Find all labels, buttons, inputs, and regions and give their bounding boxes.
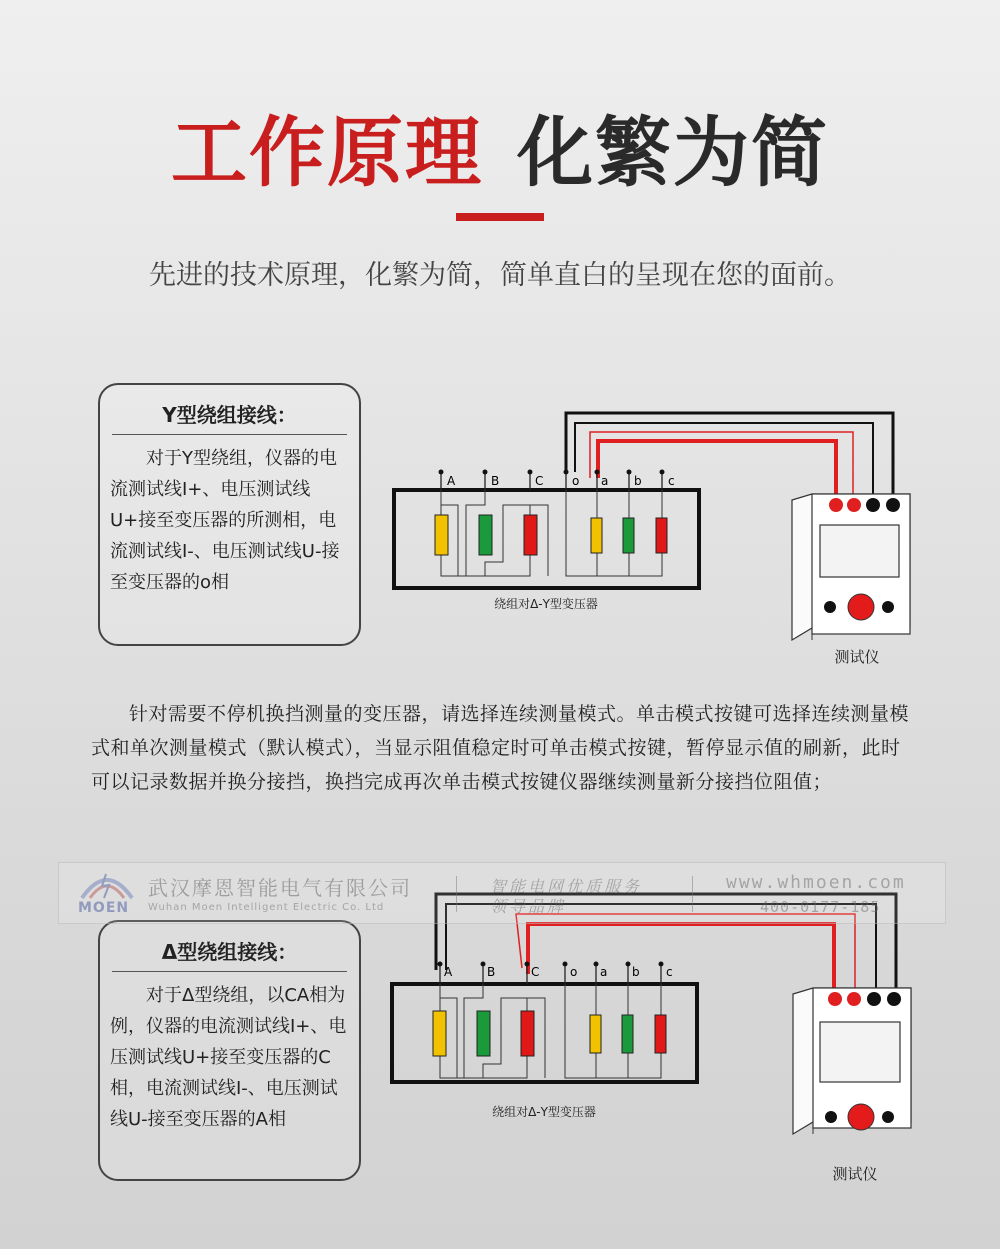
tester-caption: 测试仪	[832, 1165, 878, 1183]
watermark-company-en: Wuhan Moen Intelligent Electric Co. Ltd	[148, 902, 385, 913]
watermark-url: www.whmoen.com	[726, 872, 906, 893]
terminal-label-c: c	[668, 474, 675, 488]
y-card-title: Y型绕组接线：	[112, 399, 347, 435]
terminal-label-o: o	[570, 965, 578, 979]
terminal-label-B: B	[491, 474, 500, 488]
terminal-label-a: a	[601, 474, 609, 488]
company-watermark	[58, 862, 944, 922]
transformer-caption: 绕组对Δ-Y型变压器	[492, 1105, 596, 1119]
resistor-yellow-primary	[433, 1011, 446, 1056]
terminal-label-A: A	[444, 965, 453, 979]
watermark-logo-text: MOEN	[78, 900, 130, 916]
terminal-label-C: C	[535, 474, 544, 488]
terminal-label-c: c	[666, 965, 673, 979]
terminal-label-b: b	[634, 474, 642, 488]
transformer-caption: 绕组对Δ-Y型变压器	[494, 597, 598, 611]
resistor-red-primary	[521, 1011, 534, 1056]
terminal-label-A: A	[447, 474, 456, 488]
tester-caption: 测试仪	[834, 648, 880, 666]
moen-logo-icon	[72, 868, 142, 902]
terminal-label-C: C	[531, 965, 540, 979]
watermark-divider	[692, 876, 693, 912]
terminal-label-a: a	[600, 965, 608, 979]
resistor-red-secondary	[655, 1015, 666, 1053]
delta-card-text: 对于Δ型绕组，以CA相为例，仪器的电流测试线I+、电压测试线U+接至变压器的C相，电流测试线I-、电压测试线U-接至变压器的A相	[110, 985, 347, 1130]
tester-device	[793, 988, 911, 1134]
watermark-divider	[456, 876, 457, 912]
terminal-label-B: B	[487, 965, 496, 979]
watermark-company: 武汉摩恩智能电气有限公司	[148, 876, 412, 900]
resistor-yellow-secondary	[590, 1015, 601, 1053]
title-dark-part: 化繁为简	[517, 108, 829, 197]
terminal-label-o: o	[572, 474, 580, 488]
watermark-slogan-line1: 智能电网优质服务	[490, 877, 643, 896]
delta-card-title: Δ型绕组接线：	[112, 936, 347, 972]
watermark-phone: 400-0177-185	[760, 898, 881, 916]
title-red-part: 工作原理	[171, 108, 483, 197]
resistor-green-primary	[477, 1011, 490, 1056]
terminal-label-b: b	[632, 965, 640, 979]
resistor-green-secondary	[622, 1015, 633, 1053]
watermark-slogan-line2: 领导品牌	[490, 897, 567, 916]
y-card-text: 对于Y型绕组，仪器的电流测试线I+、电压测试线U+接至变压器的所测相，电流测试线I-、电压测试线U-接至变压器的o相	[110, 448, 340, 593]
page-subtitle: 先进的技术原理，化繁为简，简单直白的呈现在您的面前。	[149, 260, 851, 291]
middle-paragraph: 针对需要不停机换挡测量的变压器，请选择连续测量模式。单击模式按键可选择连续测量模式和单次测量模式（默认模式），当显示阻值稳定时可单击模式按键，暂停显示值的刷新，此时可以记录数据并换分接挡，换挡完成再次单击模式按键仪器继续测量新分接挡位阻值；	[91, 703, 910, 793]
